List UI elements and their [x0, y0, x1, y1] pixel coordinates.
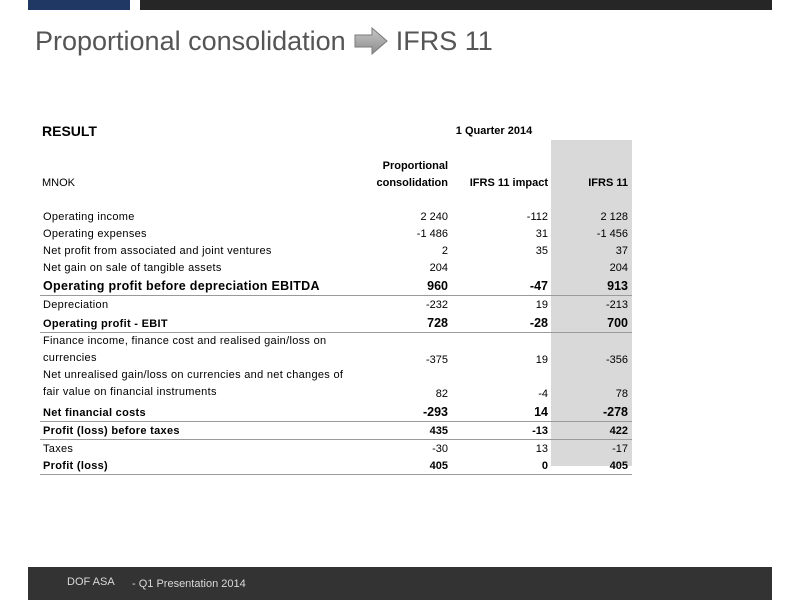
- table-row: [40, 208, 632, 225]
- proportional-value: 405: [429, 460, 448, 472]
- ifrs-value: 405: [609, 460, 628, 472]
- proportional-value: 2 240: [420, 211, 448, 223]
- impact-value: -47: [529, 279, 548, 293]
- proportional-value: 960: [427, 279, 448, 293]
- ifrs-value: 37: [615, 245, 628, 257]
- proportional-value: -293: [422, 405, 448, 419]
- impact-value: 13: [535, 443, 548, 455]
- top-bar: [140, 0, 772, 10]
- ifrs-value: -213: [605, 299, 628, 311]
- ifrs-value: -278: [602, 405, 628, 419]
- row-label: Operating income: [43, 211, 135, 223]
- ifrs-value: 78: [615, 388, 628, 400]
- proportional-value: -1 486: [416, 228, 448, 240]
- row-label: Net financial costs: [43, 407, 146, 419]
- impact-value: 19: [535, 354, 548, 366]
- column-header-proportional-line2: consolidation: [376, 177, 448, 189]
- row-label: Net profit from associated and joint ventures: [43, 245, 272, 257]
- row-label: Depreciation: [43, 299, 109, 311]
- proportional-value: 2: [441, 245, 448, 257]
- ifrs-value: -1 456: [596, 228, 628, 240]
- title-right: IFRS 11: [395, 25, 493, 56]
- row-label: Net unrealised gain/loss on currencies and net changes of fair value on financial instruments: [43, 369, 344, 398]
- column-header-ifrs: IFRS 11: [588, 177, 628, 189]
- ifrs-value: 2 128: [600, 211, 628, 223]
- footer-presentation: - Q1 Presentation 2014: [132, 578, 246, 590]
- impact-value: 31: [535, 228, 548, 240]
- table-row-total: [40, 457, 632, 475]
- result-table: [40, 208, 632, 475]
- table-row: [40, 296, 632, 313]
- section-label: RESULT: [42, 123, 97, 139]
- ifrs-value: -356: [605, 354, 628, 366]
- column-header-proportional: [370, 158, 448, 192]
- row-label: Taxes: [43, 443, 74, 455]
- footer-company: DOF ASA: [67, 576, 115, 588]
- top-accent-bar: [28, 0, 130, 10]
- row-label: Profit (loss): [43, 460, 109, 472]
- proportional-value: 435: [429, 425, 448, 437]
- row-label: Operating profit before depreciation EBITDA: [43, 279, 320, 293]
- table-row: [40, 368, 632, 402]
- column-header-proportional-line1: Proportional: [382, 160, 448, 172]
- impact-value: 0: [541, 460, 548, 472]
- right-arrow-icon: [354, 27, 388, 55]
- impact-value: -28: [529, 316, 548, 330]
- proportional-value: -30: [432, 443, 448, 455]
- row-label: Operating profit - EBIT: [43, 318, 168, 330]
- ifrs-value: 204: [609, 262, 628, 274]
- impact-value: 19: [535, 299, 548, 311]
- impact-value: 14: [534, 405, 548, 419]
- impact-value: -13: [532, 425, 548, 437]
- table-row-total: [40, 276, 632, 296]
- table-row: [40, 440, 632, 457]
- period-label: 1 Quarter 2014: [455, 125, 533, 137]
- table-row-total: [40, 313, 632, 333]
- column-header-impact: IFRS 11 impact: [469, 177, 548, 189]
- table-row: [40, 242, 632, 259]
- ifrs-value: -17: [612, 443, 628, 455]
- impact-value: -112: [526, 211, 548, 223]
- table-row: [40, 259, 632, 276]
- table-row-total: [40, 422, 632, 440]
- row-label: Net gain on sale of tangible assets: [43, 262, 222, 274]
- row-label: Operating expenses: [43, 228, 147, 240]
- impact-value: -4: [538, 388, 548, 400]
- row-label: Profit (loss) before taxes: [43, 425, 180, 437]
- ifrs-value: 422: [609, 425, 628, 437]
- table-row: [40, 333, 632, 368]
- slide-title: [35, 24, 493, 58]
- impact-value: 35: [535, 245, 548, 257]
- ifrs-value: 913: [607, 279, 628, 293]
- proportional-value: -375: [425, 354, 448, 366]
- title-left: Proportional consolidation: [35, 25, 346, 56]
- proportional-value: 728: [427, 316, 448, 330]
- ifrs-value: 700: [607, 316, 628, 330]
- proportional-value: 204: [429, 262, 448, 274]
- unit-label: MNOK: [42, 177, 75, 189]
- table-row: [40, 225, 632, 242]
- row-label: Finance income, finance cost and realised gain/loss on currencies: [43, 335, 327, 364]
- proportional-value: 82: [435, 388, 448, 400]
- proportional-value: -232: [425, 299, 448, 311]
- table-row-total: [40, 402, 632, 422]
